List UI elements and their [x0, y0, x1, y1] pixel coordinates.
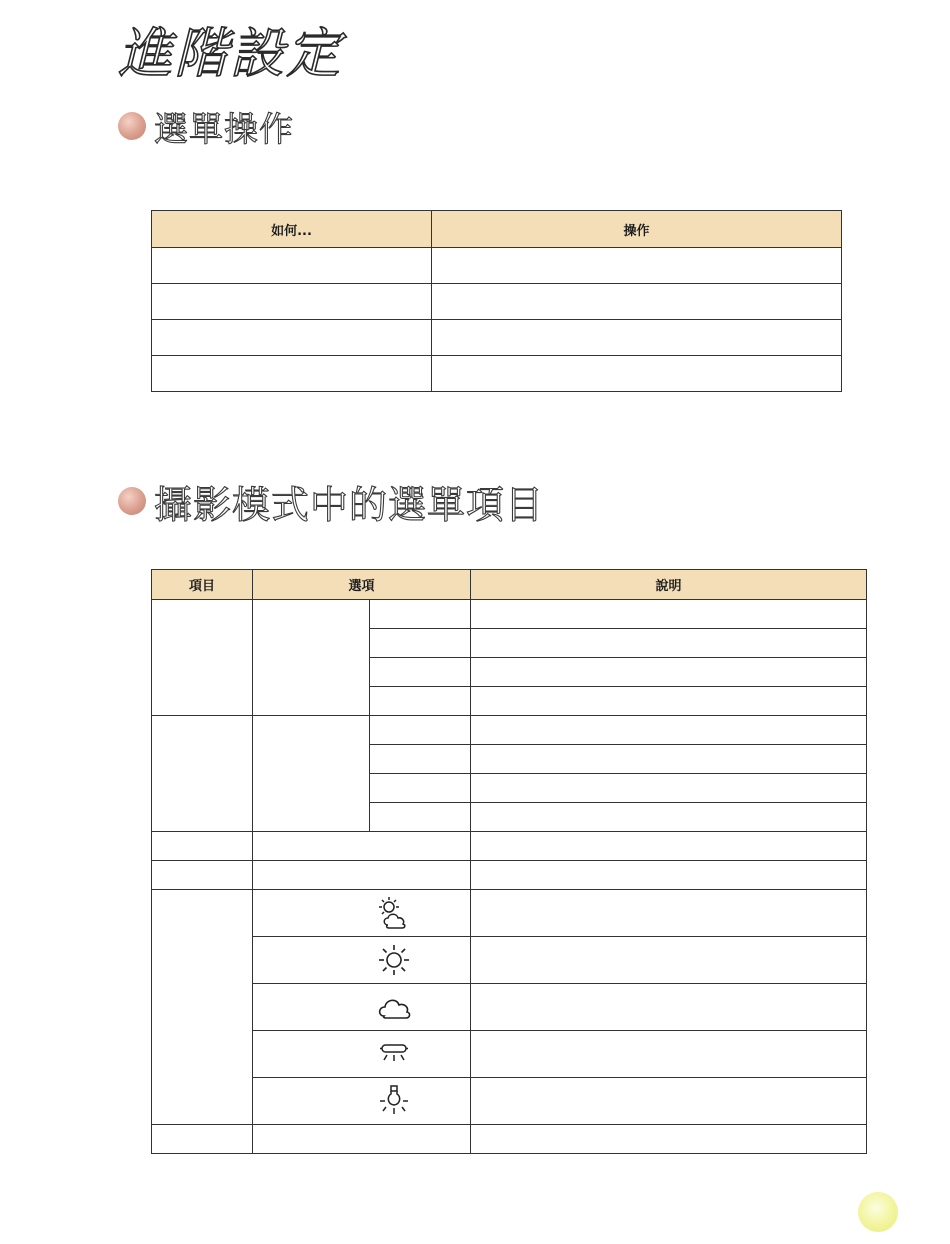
table-cell: [471, 984, 867, 1031]
bullet-icon: [118, 112, 146, 140]
table-row: [152, 937, 867, 984]
table-cell: [370, 803, 471, 832]
table-cell: [152, 248, 432, 284]
table-row: [152, 832, 867, 861]
table-cell: [471, 1125, 867, 1154]
table-cell: [370, 600, 471, 629]
table-row: [152, 1125, 867, 1154]
table-cell: [253, 716, 370, 832]
table-cell: [253, 1031, 471, 1078]
table-cell: [152, 861, 253, 890]
table-cell: [471, 937, 867, 984]
table-cell: [471, 1031, 867, 1078]
table-cell: [370, 716, 471, 745]
table-cell: [152, 832, 253, 861]
table-cell: [152, 320, 432, 356]
table-row: [152, 890, 867, 937]
table-cell: [471, 861, 867, 890]
table-cell: [471, 803, 867, 832]
table-cell: [432, 356, 842, 392]
table-cell: [471, 890, 867, 937]
table-cell: [471, 629, 867, 658]
table-cell: [253, 600, 370, 716]
table-cell: [253, 890, 471, 937]
auto-sun-cloud-icon: [376, 895, 412, 931]
table-cell: [152, 356, 432, 392]
table-cell: [432, 320, 842, 356]
table-cell: [253, 861, 471, 890]
table-header-how: 如何...: [152, 211, 432, 248]
table-cell: [471, 832, 867, 861]
page-number-dot: [858, 1192, 898, 1232]
table-header-operation: 操作: [432, 211, 842, 248]
table-cell: [370, 687, 471, 716]
table-cell: [152, 1125, 253, 1154]
table-row: [152, 356, 842, 392]
table-cell: [152, 284, 432, 320]
menu-operation-table: [151, 210, 842, 392]
cloud-icon: [376, 989, 412, 1025]
table-cell: [253, 937, 471, 984]
section-heading-menu-operation: [118, 104, 294, 148]
table-row: [152, 320, 842, 356]
page-title: 進階設定: [118, 22, 342, 85]
table-row: [152, 600, 867, 629]
table-header-item: 項目: [152, 570, 253, 600]
table-cell: [370, 745, 471, 774]
table-row: [152, 861, 867, 890]
table-cell: [253, 1078, 471, 1125]
table-cell: [471, 745, 867, 774]
table-row: [152, 248, 842, 284]
table-cell: [152, 890, 253, 1125]
table-cell: [471, 600, 867, 629]
table-cell: [152, 600, 253, 716]
table-header-description: 說明: [471, 570, 867, 600]
section-title: 攝影模式中的選單項目: [154, 482, 545, 527]
table-header-option: 選項: [253, 570, 471, 600]
section-title: 選單操作: [154, 109, 294, 150]
fluorescent-icon: [376, 1036, 412, 1072]
table-cell: [471, 716, 867, 745]
table-cell: [471, 687, 867, 716]
capture-menu-table: [151, 569, 867, 1154]
sun-icon: [376, 942, 412, 978]
bullet-icon: [118, 487, 146, 515]
table-cell: [253, 832, 471, 861]
table-cell: [471, 774, 867, 803]
table-row: [152, 1031, 867, 1078]
table-cell: [152, 716, 253, 832]
table-cell: [370, 629, 471, 658]
table-row: [152, 1078, 867, 1125]
table-cell: [370, 658, 471, 687]
table-row: [152, 716, 867, 745]
bulb-icon: [376, 1083, 412, 1119]
table-row: [152, 284, 842, 320]
table-cell: [253, 984, 471, 1031]
table-cell: [471, 658, 867, 687]
table-cell: [471, 1078, 867, 1125]
table-cell: [432, 248, 842, 284]
table-cell: [432, 284, 842, 320]
table-cell: [253, 1125, 471, 1154]
table-cell: [370, 774, 471, 803]
section-heading-capture-menu: [118, 477, 544, 525]
table-row: [152, 984, 867, 1031]
